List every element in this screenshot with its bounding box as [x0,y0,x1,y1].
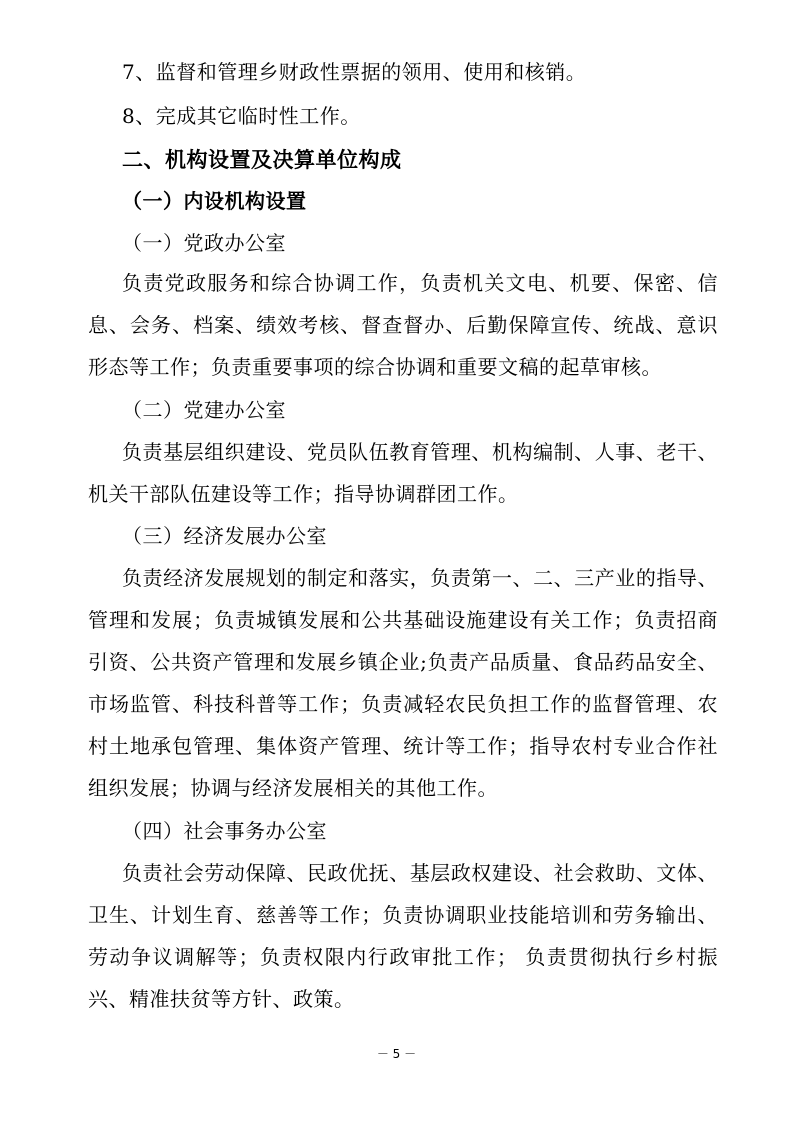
department-3-line-4: 市场监管、科技科普等工作；负责减轻农民负担工作的监督管理、农 [88,692,718,716]
subsection-heading: （一）内设机构设置 [122,189,307,213]
department-4-line-3: 劳动争议调解等；负责权限内行政审批工作； 负责贯彻执行乡村振 [88,945,718,969]
department-4-line-4: 兴、精准扶贫等方针、政策。 [88,987,355,1011]
department-title-2: （二）党建办公室 [122,398,286,422]
department-3-line-5: 村土地承包管理、集体资产管理、统计等工作；指导农村专业合作社 [88,734,718,758]
department-1-line-1: 负责党政服务和综合协调工作，负责机关文电、机要、保密、信 [122,271,718,295]
department-title-4: （四）社会事务办公室 [122,819,327,843]
department-2-line-2: 机关干部队伍建设等工作；指导协调群团工作。 [88,482,519,506]
department-title-3: （三）经济发展办公室 [122,524,327,548]
department-2-line-1: 负责基层组织建设、党员队伍教育管理、机构编制、人事、老干、 [122,440,718,464]
department-3-line-3: 引资、公共资产管理和发展乡镇企业;负责产品质量、食品药品安全、 [88,650,718,674]
department-1-line-2: 息、会务、档案、绩效考核、督查督办、后勤保障宣传、统战、意识 [88,313,718,337]
list-item-8: 8、完成其它临时性工作。 [122,104,361,128]
list-item-7: 7、监督和管理乡财政性票据的领用、使用和核销。 [122,60,587,84]
department-title-1: （一）党政办公室 [122,231,286,255]
department-3-line-2: 管理和发展；负责城镇发展和公共基础设施建设有关工作；负责招商 [88,608,718,632]
department-4-line-2: 卫生、计划生育、慈善等工作；负责协调职业技能培训和劳务输出、 [88,903,718,927]
department-3-line-1: 负责经济发展规划的制定和落实，负责第一、二、三产业的指导、 [122,566,718,590]
section-heading: 二、机构设置及决算单位构成 [122,148,402,172]
department-1-line-3: 形态等工作；负责重要事项的综合协调和重要文稿的起草审核。 [88,355,662,379]
department-4-line-1: 负责社会劳动保障、民政优抚、基层政权建设、社会救助、文体、 [122,861,718,885]
department-3-line-6: 组织发展；协调与经济发展相关的其他工作。 [88,776,498,800]
page-number: － 5 － [376,1047,417,1061]
